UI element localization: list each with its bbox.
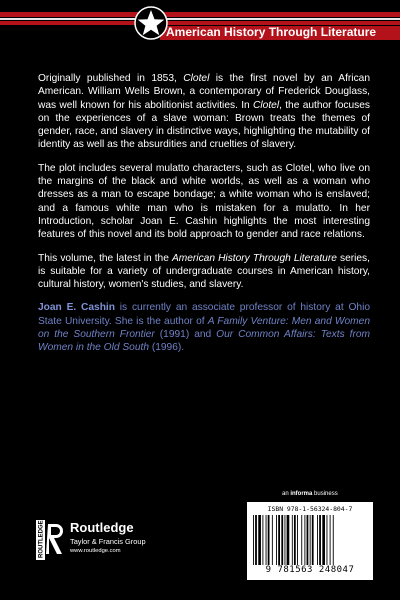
author-book-title: Our Common Affairs: Texts from Women in the Old South <box>38 329 370 354</box>
text-run: (1991) and <box>154 329 217 341</box>
svg-text:ROUTLEDGE: ROUTLEDGE <box>38 520 45 558</box>
book-title: Clotel <box>183 73 210 84</box>
barcode-bar <box>312 515 314 565</box>
barcode-bar <box>301 515 302 565</box>
publisher-group: Taylor & Francis Group <box>70 537 146 546</box>
publisher-block <box>36 520 196 576</box>
barcode-bar <box>255 515 257 565</box>
barcode-bar <box>319 515 321 565</box>
book-title: Clotel <box>253 99 280 111</box>
publisher-url[interactable]: www.routledge.com <box>70 548 121 554</box>
author-name: Joan E. Cashin <box>38 302 115 314</box>
informa-business-tag <box>282 491 338 497</box>
barcode-bar <box>281 515 283 565</box>
text-run: business <box>312 491 338 497</box>
text-run: is currently an associate professor of history at Ohio State University. She is the author of <box>38 302 371 327</box>
text-run: an <box>282 491 291 497</box>
barcode-bar <box>287 515 290 565</box>
barcode-bar <box>258 515 261 565</box>
text-run: , the author focuses on the experiences of a slave woman: Brown treats the themes of gender, race, and slavery in distinctive ways, highlighting the mutability of identity as well as the absurdities and cruelties of slavery. <box>38 99 370 151</box>
isbn-label: ISBN 978-1-56324-804-7 <box>267 505 353 513</box>
barcode-bar <box>278 515 280 565</box>
barcode-bar <box>272 515 273 565</box>
text-run: (1996). <box>149 342 185 354</box>
barcode-bar <box>330 515 331 565</box>
header-stripe-white <box>0 18 400 20</box>
barcode-bar <box>285 515 286 565</box>
routledge-logo-icon <box>36 520 66 560</box>
barcode-bar <box>253 515 254 565</box>
text-run: This volume, the latest in the <box>38 252 172 264</box>
barcode-bar <box>276 515 277 565</box>
barcode-bar <box>317 515 318 565</box>
back-cover-text <box>38 72 370 365</box>
header-stripe-red-top <box>0 12 400 17</box>
series-title: American History Through Literature <box>166 25 377 39</box>
barcode-bar <box>292 515 293 565</box>
barcode-bar <box>307 515 309 565</box>
publisher-name: Routledge <box>70 520 134 535</box>
author-book-title: A Family Venture: Men and Women on the Southern Frontier <box>38 315 370 341</box>
barcode-bar <box>294 515 296 565</box>
star-logo-icon <box>134 6 168 40</box>
barcode-digits: 9 781563 248047 <box>265 565 355 575</box>
description-paragraph-2: The plot includes several mulatto characters, such as Clotel, who live on the margins of the black and white worlds, as well as a woman who dresses as a man to escape bondage; a white woman who is enslaved; and a famous white man who is mistaken for a mulatto. In her Introduction, scholar Joan E. Cashin highlights the most interesting features of this novel and its bold approach to gender and race relations. <box>38 162 370 241</box>
informa-brand: informa <box>290 491 313 497</box>
barcode <box>251 515 369 565</box>
description-paragraph-3 <box>38 252 370 292</box>
author-bio <box>38 301 370 354</box>
text-run: series, is suitable for a variety of undergraduate courses in American history, cultural history, women's studies, and slavery. <box>38 252 370 291</box>
barcode-bar <box>304 515 305 565</box>
series-name: American History Through Literature <box>171 252 337 264</box>
barcode-bar <box>268 515 270 565</box>
barcode-bar <box>297 515 298 565</box>
isbn-barcode <box>247 502 373 580</box>
text-run: is the first novel by an African American. William Wells Brown, a contemporary of Frederick Douglass, was well known for his abolitionist activities. In <box>38 73 370 111</box>
barcode-bar <box>310 515 311 565</box>
description-paragraph-1 <box>38 72 370 152</box>
barcode-bar <box>262 515 263 565</box>
barcode-bar <box>333 515 334 565</box>
barcode-bar <box>266 515 267 565</box>
barcode-bar <box>327 515 328 565</box>
barcode-bar <box>322 515 325 565</box>
text-run: Originally published in 1853, <box>38 73 184 84</box>
series-header <box>0 0 400 60</box>
